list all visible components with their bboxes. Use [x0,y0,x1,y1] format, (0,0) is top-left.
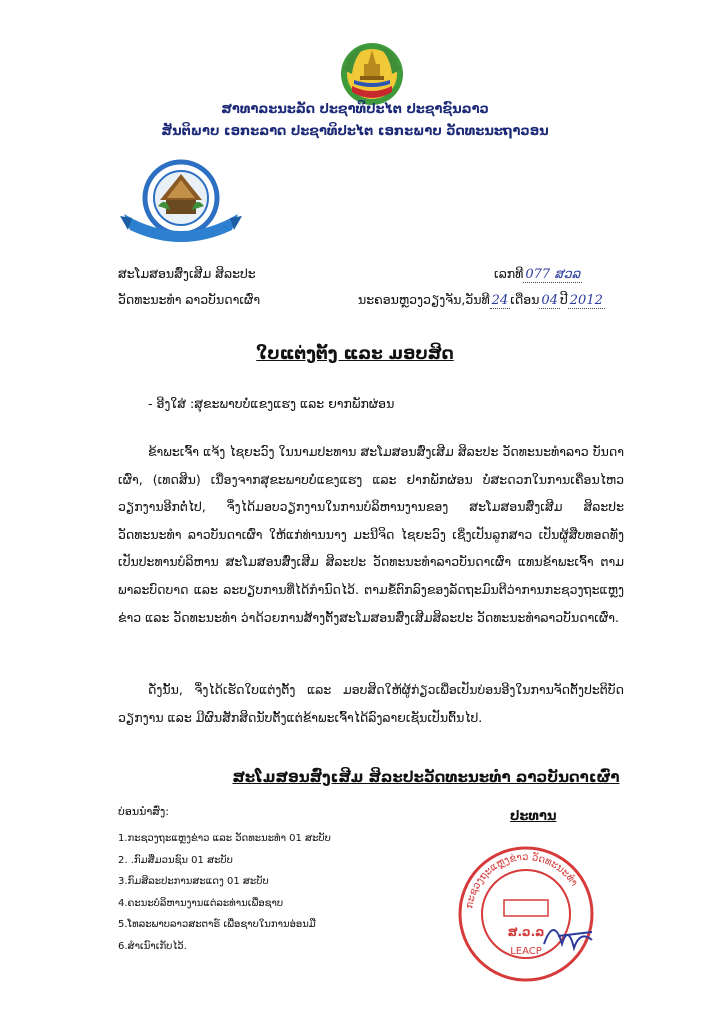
cc-item: 5.ໂທລະພາບລາວສະຕາຣ໌ ເພື່ອຊາບໃນການອ່ອນມື [118,919,316,930]
country-name: ສາທາລະນະລັດ ປະຊາທິປະໄຕ ປະຊາຊົນລາວ [221,102,489,117]
document-title: ໃບແຕ່ງຕັ້ງ ແລະ ມອບສິດ [256,344,454,364]
cc-item: 2. .ກົມສື່ມວນຊົນ 01 ສະບັບ [118,854,233,866]
cc-list [118,828,331,957]
seal-ring-text: ກະຊວງຖະແຫຼງຂ່າວ ວັດທະນະທຳ [464,851,580,910]
month-label: ເດືອນ [510,292,540,307]
sender-org-line1: ສະໂມສອນສົ່ງເສີມ ສິລະປະ [118,266,256,281]
seal-code-text: LEACP [510,946,542,957]
seal-center-text: ສ.ວ.ລ [507,925,545,939]
date-month: 04 [541,293,558,308]
association-logo-icon [118,158,244,244]
document-number [494,266,582,283]
sender-org-line2: ວັດທະນະທຳ ລາວບັນດາເຜົ່າ [118,292,261,307]
national-emblem-icon [336,40,408,108]
cc-item: 4.ຄະນະບໍລິຫານງານແຕ່ລະທ່ານເພື່ອຊາບ [118,897,284,909]
cc-item: 3.ກົມສິລະປະການສະແດງ 01 ສະບັບ [118,876,269,887]
body-paragraph-1 [118,438,624,631]
body-paragraph-2 [118,676,624,731]
date-year: 2012 [569,293,603,308]
national-motto: ສັນຕິພາບ ເອກະລາດ ປະຊາທິປະໄຕ ເອກະພາບ ວັດທະນະຖາວອນ [161,124,549,139]
signer-position: ປະທານ [510,809,557,824]
cc-label: ບ່ອນນຳສົ່ງ: [118,805,170,818]
date-day: 24 [491,293,509,308]
place-date-label: ນະຄອນຫຼວງວຽງຈັນ,ວັນທີ [358,292,490,307]
paragraph-text: ດັ່ງນັ້ນ, ຈຶ່ງໄດ້ເຮັດໃບແຕ່ງຕັ້ງ ແລະ ມອບສິດໃຫ້ຜູ້ກ່ຽວເພື່ອເປັນບ່ອນອີງໃນການຈັດຕັ້ງປະຕິບັດວຽກງານ ແລະ ມີຜົນສັກສິດນັບຕັ້ງແຕ່ຂ້າພະເຈົ້າໄດ້ລົງລາຍເຊັນເປັນຕົ້ນໄປ. [118,682,624,725]
document-number-value: 077 ສວລ [525,267,581,282]
document-number-label: ເລກທີ [494,266,524,281]
signing-org: ສະໂມສອນສົ່ງເສີມ ສິລະປະວັດທະນະທຳ ລາວບັນດາເຜົ່າ [232,768,620,786]
official-seal [452,840,600,988]
cc-item: 6.ສຳເນົາເກັບໄວ້. [118,940,187,952]
year-label: ປີ [559,292,568,307]
paragraph-text: ຂ້າພະເຈົ້າ ແຈ້ງ ໄຊຍະວົງ ໃນນາມປະທານ ສະໂມສອນສົ່ງເສີມ ສິລະປະ ວັດທະນະທຳລາວ ບັນດາເຜົ່າ, (ເທດສິນ) ເນື່ອງຈາກສຸຂະພາບບໍ່ແຂງແຮງ ແລະ ຢາກພັກຜ່ອນ ບໍ່ສະດວກໃນການເຄື່ອນໄຫວວຽກງານອີກຕໍ່ໄປ, ຈຶ່ງໄດ້ມອບວຽກງານໃນການບໍລິຫານງານຂອງ ສະໂມສອນສົ່ງເສີມ ສິລະປະ ວັດທະນະທຳ ລາວບັນດາເຜົ່າ ໃຫ້ແກ່ທ່ານນາງ ມະນີຈິດ ໄຊຍະວົງ ເຊິ່ງເປັນລູກສາວ ເປັນຜູ້ສືບທອດທັງເປັນປະທານບໍລິຫານ ສະໂມສອນສົ່ງເສີມ ສິລະປະ ວັດທະນະທຳລາວບັນດາເຜົ່າ ແທນຂ້າພະເຈົ້າ ຕາມພາລະບົດບາດ ແລະ ລະບຽບການທີ່ໄດ້ກຳນົດໄວ້. ຕາມຂໍ້ຕົກລົງຂອງລັດຖະມົນຕີວ່າການກະຊວງຖະແຫຼງຂ່າວ ແລະ ວັດທະນະທຳ ວ່າດ້ວຍການສ້າງຕັ້ງສະໂມສອນສົ່ງເສີມສິລະປະ ວັດທະນະທຳລາວບັນດາເຜົ່າ. [118,444,624,625]
document-place-date [358,292,605,309]
subject-reference: - ອີງໃສ່ :ສຸຂະພາບບໍ່ແຂງແຮງ ແລະ ຍາກພັກຜ່ອນ [148,396,395,411]
cc-item: 1.ກະຊວງຖະແຫຼງຂ່າວ ແລະ ວັດທະນະທຳ 01 ສະບັບ [118,833,331,844]
